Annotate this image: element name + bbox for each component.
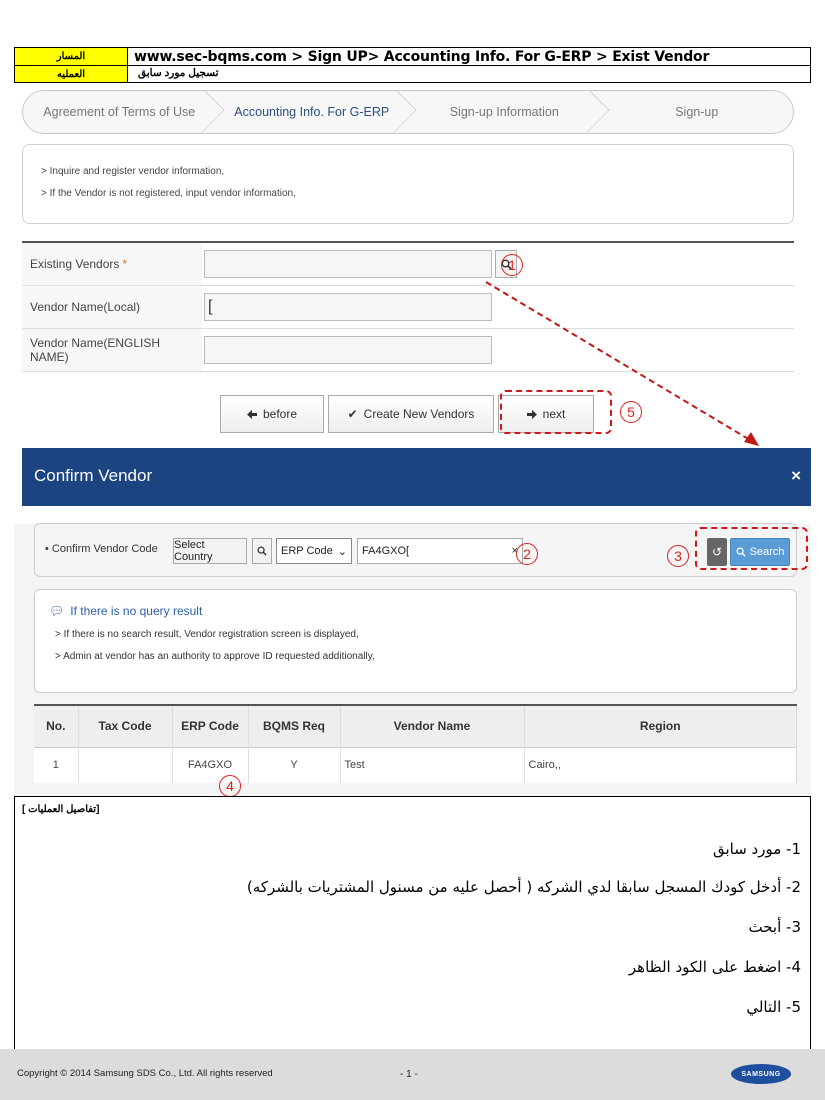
col-region: Region — [524, 705, 797, 747]
clear-icon[interactable]: × — [511, 545, 518, 557]
step-signup-info[interactable]: Sign-up Information — [408, 91, 601, 133]
cell-bqms-req: Y — [248, 747, 340, 783]
vendor-local-input[interactable]: [ — [204, 293, 492, 321]
detail-item-2: 2- أدخل كودك المسجل سابقا لدي الشركه ( أحصل عليه من مسنول المشتريات بالشركه) — [246, 878, 801, 896]
callout-5: 5 — [620, 401, 642, 423]
refresh-icon: ↺ — [711, 545, 723, 559]
page-footer — [0, 1049, 825, 1100]
check-icon: ✔ — [347, 407, 358, 421]
speech-bubble-icon: 💬︎ — [49, 604, 65, 618]
info-line: > If the Vendor is not registered, input vendor information, — [41, 188, 296, 199]
callout-2: 2 — [516, 543, 538, 565]
cell-region: Cairo,, — [524, 747, 797, 783]
step-terms[interactable]: Agreement of Terms of Use — [23, 91, 216, 133]
confirm-code-label: • Confirm Vendor Code — [45, 543, 158, 555]
select-country-button[interactable]: Select Country — [173, 538, 247, 564]
search-highlight — [695, 527, 808, 570]
cell-no: 1 — [34, 747, 78, 783]
country-search-button[interactable] — [252, 538, 272, 564]
process-label: العمليه — [15, 66, 128, 82]
modal-title: Confirm Vendor — [34, 466, 153, 485]
chevron-down-icon: ⌄ — [337, 545, 347, 558]
cell-vendor-name: Test — [340, 747, 524, 783]
callout-3: 3 — [667, 545, 689, 567]
notice-title: If there is no query result — [70, 604, 203, 618]
notice-line: > If there is no search result, Vendor registration screen is displayed, — [55, 629, 359, 640]
close-icon[interactable]: × — [791, 466, 801, 485]
pointer-arrow — [0, 0, 825, 460]
before-button[interactable]: before — [220, 395, 324, 433]
notice-line: > Admin at vendor has an authority to approve ID requested additionally, — [55, 651, 375, 662]
samsung-logo: SAMSUNG — [731, 1064, 791, 1084]
no-result-notice — [34, 589, 797, 693]
detail-item-5: 5- التالي — [746, 998, 801, 1016]
detail-item-4: 4- اضغط على الكود الظاهر — [628, 958, 801, 976]
table-row[interactable] — [34, 747, 797, 783]
step-signup[interactable]: Sign-up — [675, 105, 719, 119]
detail-item-1: 1- مورد سابق — [712, 840, 801, 858]
page-number: - 1 - — [400, 1069, 418, 1080]
col-bqms-req: BQMS Req — [248, 705, 340, 747]
vendor-code-input[interactable]: FA4GXO[ × — [357, 538, 523, 564]
copyright: Copyright © 2014 Samsung SDS Co., Ltd. All rights reserved — [17, 1068, 273, 1079]
cell-erp-code[interactable]: FA4GXO — [172, 747, 248, 783]
process-value: تسجيل مورد سابق — [138, 67, 219, 79]
cell-tax-code — [78, 747, 172, 783]
path-label: المسار — [15, 48, 128, 65]
search-button[interactable]: Search — [730, 538, 790, 566]
create-vendors-button[interactable]: ✔ Create New Vendors — [328, 395, 494, 433]
vendor-results-table — [34, 704, 797, 783]
vendor-english-label: Vendor Name(ENGLISH NAME) — [22, 329, 202, 371]
step-accounting[interactable]: Accounting Info. For G-ERP — [216, 91, 409, 133]
next-button[interactable]: next — [498, 395, 594, 433]
erp-code-select[interactable]: ERP Code ⌄ — [276, 538, 352, 564]
col-vendor-name: Vendor Name — [340, 705, 524, 747]
col-erp-code: ERP Code — [172, 705, 248, 747]
path-value: www.sec-bqms.com > Sign UP> Accounting Info. For G-ERP > Exist Vendor — [134, 49, 710, 65]
callout-1: 1 — [501, 254, 523, 276]
info-line: > Inquire and register vendor information, — [41, 166, 225, 177]
callout-4: 4 — [219, 775, 241, 797]
existing-vendors-label: Existing Vendors * — [22, 243, 202, 285]
section-divider — [14, 796, 811, 797]
vendor-local-label: Vendor Name(Local) — [22, 286, 202, 328]
magnifier-icon — [257, 546, 267, 556]
required-mark: * — [122, 257, 128, 271]
col-no: No. — [34, 705, 78, 747]
details-title: [تفاصيل العمليات ] — [22, 804, 100, 815]
detail-item-3: 3- أبحث — [748, 918, 801, 936]
col-tax-code: Tax Code — [78, 705, 172, 747]
